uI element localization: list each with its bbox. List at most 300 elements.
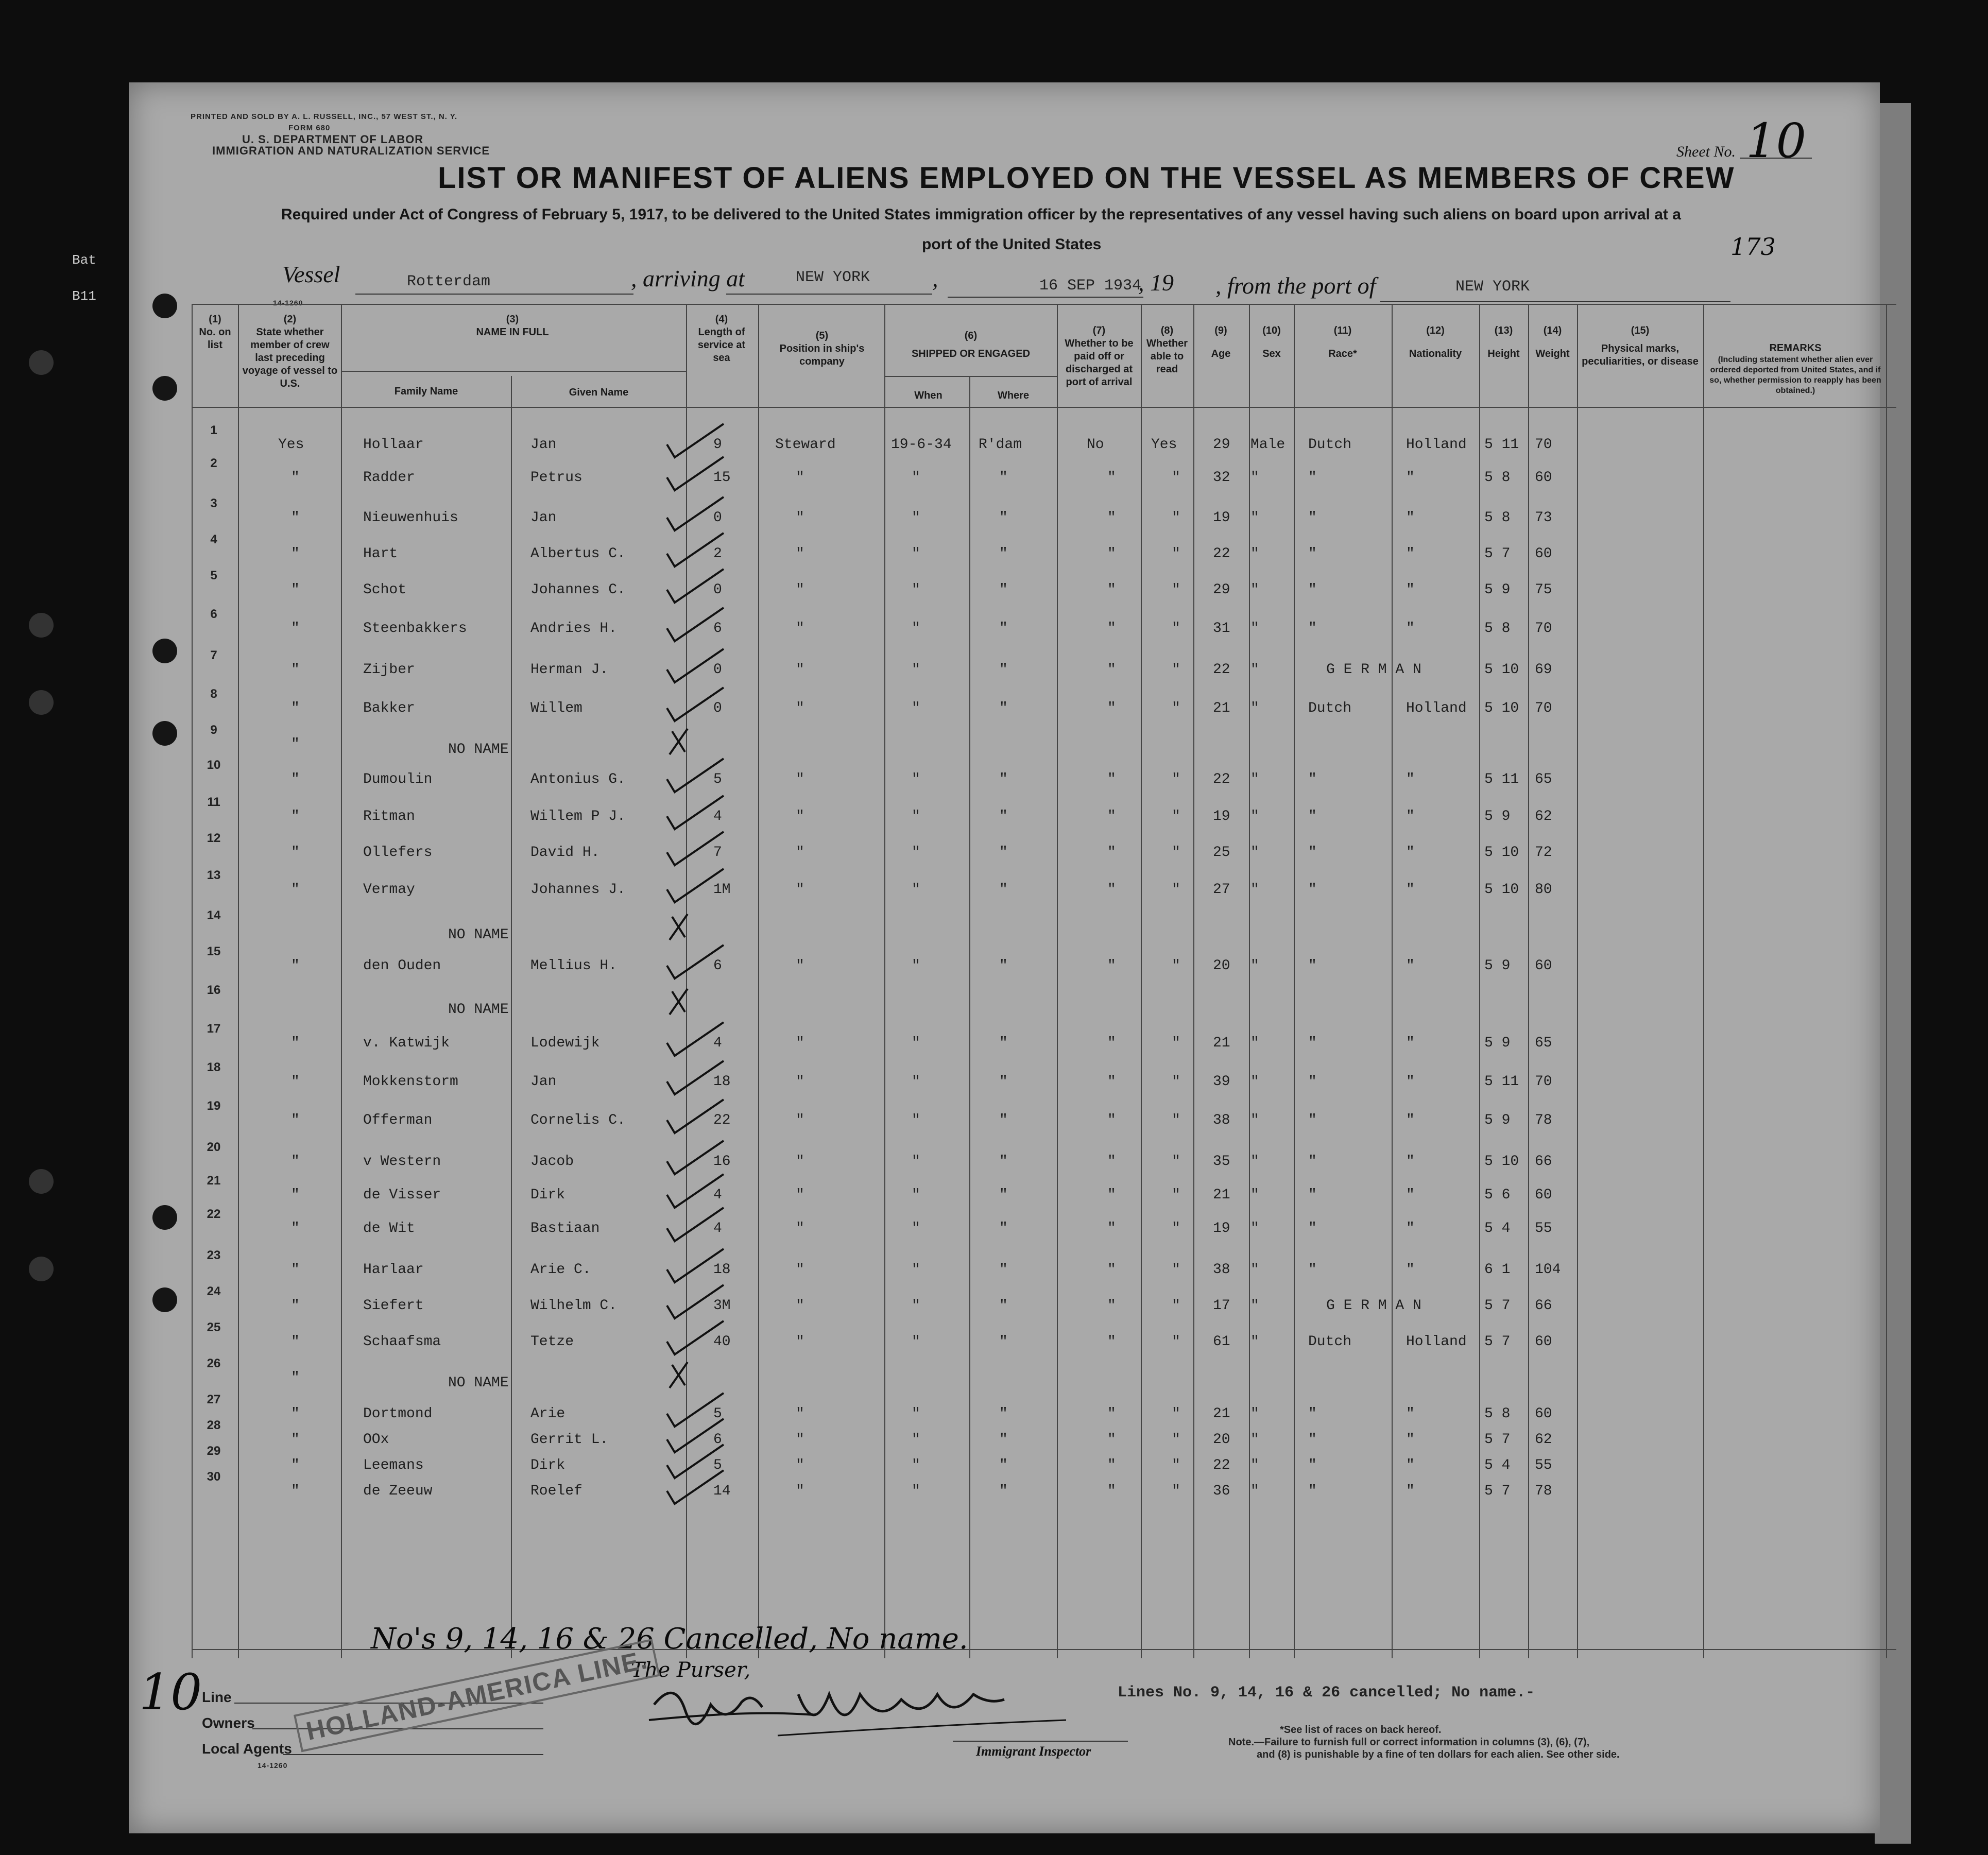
cell-race: G E R M A N [1326, 1298, 1421, 1314]
cell-height: 5 7 [1484, 1334, 1511, 1350]
cell-weight: 66 [1535, 1154, 1552, 1170]
cell-family: Leemans [363, 1457, 424, 1473]
cell-paid: " [1107, 621, 1116, 637]
cell-nationality: " [1406, 958, 1415, 974]
cell-family: v. Katwijk [363, 1035, 450, 1051]
cell-given: Dirk [530, 1457, 565, 1473]
arriving-port: NEW YORK [796, 269, 870, 286]
cell-position: " [796, 771, 804, 787]
vessel-label: Vessel [282, 261, 340, 287]
cell-service: 3M [713, 1298, 731, 1314]
arriving-fill-line [726, 294, 932, 295]
cell-weight: 70 [1535, 700, 1552, 716]
cell-height: 5 7 [1484, 546, 1511, 562]
cell-prev: " [291, 1035, 300, 1051]
department: U. S. DEPARTMENT OF LABOR [242, 133, 424, 146]
cell-no: 26 [207, 1356, 221, 1370]
cell-sex: " [1250, 771, 1259, 787]
cell-height: 5 11 [1484, 1074, 1519, 1090]
cell-race: " [1308, 1221, 1317, 1236]
cell-where: " [999, 1154, 1008, 1170]
cell-height: 5 10 [1484, 662, 1519, 678]
cell-race: " [1308, 1457, 1317, 1473]
cell-family: Dortmond [363, 1406, 433, 1422]
cell-age: 61 [1213, 1334, 1230, 1350]
cell-read: " [1172, 662, 1180, 678]
cell-nationality: Holland [1406, 1334, 1467, 1350]
cell-position: " [796, 882, 804, 898]
cell-height: 5 9 [1484, 958, 1511, 974]
check-mark-icon [662, 1468, 755, 1514]
cell-given: Wilhelm C. [530, 1298, 618, 1314]
cell-age: 22 [1213, 546, 1230, 562]
cell-weight: 75 [1535, 582, 1552, 598]
cell-paid: " [1107, 845, 1116, 861]
cell-age: 20 [1213, 958, 1230, 974]
cell-weight: 60 [1535, 546, 1552, 562]
cell-service: 4 [713, 1221, 722, 1236]
cell-where: " [999, 510, 1008, 526]
year-label: , 19 [1138, 269, 1174, 296]
cell-given: Lodewijk [530, 1035, 600, 1051]
cell-read: " [1172, 1035, 1180, 1051]
cell-family: NO NAME [448, 1002, 509, 1018]
cell-age: 27 [1213, 882, 1230, 898]
inspector-label: Immigrant Inspector [976, 1744, 1091, 1759]
cell-height: 5 9 [1484, 809, 1511, 825]
cell-age: 19 [1213, 809, 1230, 825]
cell-race: " [1308, 1154, 1317, 1170]
cell-family: Harlaar [363, 1262, 424, 1278]
cell-where: " [999, 700, 1008, 716]
cell-when: " [912, 845, 920, 861]
agents-fill-line [283, 1754, 543, 1755]
cell-position: " [796, 621, 804, 637]
cell-nationality: " [1406, 1035, 1415, 1051]
cell-read: " [1172, 510, 1180, 526]
cell-race: " [1308, 845, 1317, 861]
cell-sex: " [1250, 1457, 1259, 1473]
cell-sex: " [1250, 510, 1259, 526]
cell-given: Jacob [530, 1154, 574, 1170]
cell-read: " [1172, 546, 1180, 562]
cell-race: " [1308, 1074, 1317, 1090]
punch-hole-icon [29, 613, 54, 638]
cell-weight: 72 [1535, 845, 1552, 861]
cell-weight: 70 [1535, 437, 1552, 453]
cell-race: " [1308, 582, 1317, 598]
col-15-header: (15) Physical marks, peculiarities, or disease [1582, 325, 1699, 367]
cell-no: 15 [207, 944, 221, 958]
check-mark-icon [662, 605, 755, 651]
sheet-number: 10 [1746, 113, 1807, 168]
cell-read: " [1172, 582, 1180, 598]
cell-sex: " [1250, 1334, 1259, 1350]
cell-given: Albertus C. [530, 546, 626, 562]
cell-no: 18 [207, 1060, 221, 1074]
cell-prev: " [291, 771, 300, 787]
punch-hole-icon [152, 1287, 177, 1312]
cell-given: Arie [530, 1406, 565, 1422]
cell-where: R'dam [979, 437, 1022, 453]
cell-weight: 66 [1535, 1298, 1552, 1314]
cell-race: " [1308, 1406, 1317, 1422]
cell-no: 19 [207, 1099, 221, 1113]
cell-given: Willem P J. [530, 809, 626, 825]
company-stamp: HOLLAND-AMERICA LINE. [294, 1639, 660, 1752]
cell-prev: " [291, 1262, 300, 1278]
cell-when: " [912, 510, 920, 526]
cell-prev: " [291, 845, 300, 861]
cell-no: 23 [207, 1248, 221, 1262]
cell-family: Dumoulin [363, 771, 433, 787]
cell-no: 20 [207, 1140, 221, 1154]
cell-sex: " [1250, 1221, 1259, 1236]
cell-when: " [912, 662, 920, 678]
cell-service: 22 [713, 1112, 731, 1128]
cell-given: Bastiaan [530, 1221, 600, 1236]
cell-age: 21 [1213, 1406, 1230, 1422]
cell-given: Johannes C. [530, 582, 626, 598]
cell-age: 22 [1213, 662, 1230, 678]
cell-weight: 80 [1535, 882, 1552, 898]
check-mark-icon [662, 866, 755, 913]
cell-service: 14 [713, 1483, 731, 1499]
cell-weight: 65 [1535, 771, 1552, 787]
cell-nationality: " [1406, 1187, 1415, 1203]
cell-sex: Male [1250, 437, 1286, 453]
fine-note-1: Note.—Failure to furnish full or correct information in columns (3), (6), (7), [1228, 1737, 1590, 1748]
cell-paid: " [1107, 1457, 1116, 1473]
cell-family: NO NAME [448, 927, 509, 943]
service: IMMIGRATION AND NATURALIZATION SERVICE [212, 144, 490, 157]
remarks-header: REMARKS (Including statement whether alien ever ordered deported from United States, and if so, whether permission to reapply has been obtained.) [1709, 342, 1881, 395]
col-9-header: (9) Age [1211, 325, 1231, 359]
when-header: When [914, 390, 942, 401]
cell-paid: " [1107, 1483, 1116, 1499]
cell-service: 2 [713, 546, 722, 562]
cell-read: " [1172, 700, 1180, 716]
cell-nationality: " [1406, 546, 1415, 562]
cell-paid: No [1087, 437, 1104, 453]
cell-position: " [796, 1035, 804, 1051]
cell-nationality: " [1406, 510, 1415, 526]
cell-when: " [912, 1432, 920, 1448]
cell-where: " [999, 1406, 1008, 1422]
cell-read: " [1172, 1432, 1180, 1448]
cell-prev: " [291, 582, 300, 598]
col-6-header: (6) SHIPPED OR ENGAGED [911, 330, 1031, 359]
cell-height: 5 8 [1484, 470, 1511, 486]
cell-read: " [1172, 1298, 1180, 1314]
cell-service: 0 [713, 700, 722, 716]
cell-age: 36 [1213, 1483, 1230, 1499]
cell-where: " [999, 1074, 1008, 1090]
cell-prev: " [291, 958, 300, 974]
cell-given: Jan [530, 437, 557, 453]
cell-given: Herman J. [530, 662, 609, 678]
cell-read: " [1172, 1406, 1180, 1422]
cell-no: 14 [207, 908, 221, 922]
cell-position: " [796, 958, 804, 974]
cell-sex: " [1250, 470, 1259, 486]
cell-no: 6 [210, 607, 217, 621]
cell-service: 40 [713, 1334, 731, 1350]
cell-race: " [1308, 621, 1317, 637]
cell-age: 35 [1213, 1154, 1230, 1170]
col-1-header: (1) No. on list [199, 314, 231, 351]
col-12-header: (12) Nationality [1409, 325, 1462, 359]
cell-position: " [796, 1221, 804, 1236]
cell-prev: " [291, 1154, 300, 1170]
cell-nationality: Holland [1406, 437, 1467, 453]
cell-given: Dirk [530, 1187, 565, 1203]
cell-nationality: " [1406, 1112, 1415, 1128]
cell-read: " [1172, 470, 1180, 486]
family-name-header: Family Name [394, 386, 458, 397]
cell-when: " [912, 1298, 920, 1314]
cell-when: 19-6-34 [891, 437, 952, 453]
cell-age: 21 [1213, 1187, 1230, 1203]
cell-family: Schaafsma [363, 1334, 441, 1350]
cell-when: " [912, 882, 920, 898]
cell-paid: " [1107, 700, 1116, 716]
cell-age: 25 [1213, 845, 1230, 861]
col-10-header: (10) Sex [1262, 325, 1281, 359]
cell-paid: " [1107, 582, 1116, 598]
cell-weight: 78 [1535, 1483, 1552, 1499]
cell-no: 22 [207, 1207, 221, 1221]
cell-no: 24 [207, 1284, 221, 1298]
cell-position: " [796, 1334, 804, 1350]
col-4-header: (4) Length of service at sea [697, 314, 746, 364]
cell-when: " [912, 1112, 920, 1128]
cell-nationality: " [1406, 1406, 1415, 1422]
cell-position: " [796, 1154, 804, 1170]
purser-note: The Purser, [631, 1658, 751, 1682]
cell-given: David H. [530, 845, 600, 861]
cell-race: " [1308, 510, 1317, 526]
cell-family: Steenbakkers [363, 621, 467, 637]
cell-height: 5 11 [1484, 771, 1519, 787]
cell-race: Dutch [1308, 700, 1352, 716]
cell-service: 7 [713, 845, 722, 861]
cell-service: 18 [713, 1074, 731, 1090]
cell-position: " [796, 1432, 804, 1448]
cell-service: 4 [713, 809, 722, 825]
cell-family: Bakker [363, 700, 415, 716]
cell-no: 11 [207, 795, 220, 809]
cell-weight: 55 [1535, 1221, 1552, 1236]
date-fill-line [948, 297, 1143, 298]
cell-nationality: " [1406, 1262, 1415, 1278]
cell-race: G E R M A N [1326, 662, 1421, 678]
col-14-header: (14) Weight [1535, 325, 1570, 359]
cell-no: 27 [207, 1393, 221, 1406]
cell-read: " [1172, 1154, 1180, 1170]
cell-position: " [796, 809, 804, 825]
cell-weight: 73 [1535, 510, 1552, 526]
cell-sex: " [1250, 1432, 1259, 1448]
cell-weight: 62 [1535, 809, 1552, 825]
cell-family: Vermay [363, 882, 415, 898]
cell-when: " [912, 958, 920, 974]
cell-when: " [912, 1334, 920, 1350]
cell-height: 5 4 [1484, 1457, 1511, 1473]
cell-where: " [999, 582, 1008, 598]
punch-hole-icon [152, 294, 177, 318]
cell-height: 5 9 [1484, 1035, 1511, 1051]
stamp-number: 173 [1730, 233, 1776, 261]
cell-service: 6 [713, 958, 722, 974]
cell-service: 18 [713, 1262, 731, 1278]
cancellation-note: No's 9, 14, 16 & 26 Cancelled, No name. [371, 1622, 968, 1656]
cell-service: 0 [713, 662, 722, 678]
cell-read: " [1172, 845, 1180, 861]
cell-no: 9 [210, 723, 217, 737]
cell-sex: " [1250, 1406, 1259, 1422]
cell-where: " [999, 1221, 1008, 1236]
cell-weight: 70 [1535, 1074, 1552, 1090]
cell-nationality: " [1406, 1074, 1415, 1090]
cell-prev: Yes [278, 437, 304, 453]
side-mark: Bat [72, 252, 96, 268]
cell-height: 5 4 [1484, 1221, 1511, 1236]
cell-nationality: " [1406, 582, 1415, 598]
cell-weight: 55 [1535, 1457, 1552, 1473]
cell-where: " [999, 1483, 1008, 1499]
check-mark-icon [662, 1097, 755, 1143]
cell-position: " [796, 582, 804, 598]
cell-sex: " [1250, 662, 1259, 678]
cell-position: " [796, 700, 804, 716]
cell-where: " [999, 1298, 1008, 1314]
cell-prev: " [291, 546, 300, 562]
cell-no: 4 [210, 533, 217, 546]
agents-label: Local Agents [202, 1741, 292, 1757]
punch-hole-icon [152, 639, 177, 663]
cell-race: Dutch [1308, 1334, 1352, 1350]
cell-nationality: " [1406, 1457, 1415, 1473]
col-3-header: (3) NAME IN FULL [476, 314, 549, 338]
cell-sex: " [1250, 1112, 1259, 1128]
cell-service: 15 [713, 470, 731, 486]
cell-prev: " [291, 1334, 300, 1350]
cell-height: 5 7 [1484, 1298, 1511, 1314]
cell-family: Ollefers [363, 845, 433, 861]
cell-prev: " [291, 1074, 300, 1090]
cell-when: " [912, 809, 920, 825]
side-mark: B11 [72, 288, 96, 304]
cell-family: de Wit [363, 1221, 415, 1236]
cell-where: " [999, 771, 1008, 787]
cell-where: " [999, 470, 1008, 486]
cell-paid: " [1107, 1074, 1116, 1090]
cell-sex: " [1250, 1074, 1259, 1090]
cell-no: 16 [207, 983, 221, 997]
cell-when: " [912, 1154, 920, 1170]
cell-race: " [1308, 1035, 1317, 1051]
cell-prev: " [291, 1483, 300, 1499]
cell-sex: " [1250, 1187, 1259, 1203]
cell-no: 8 [210, 687, 217, 701]
cell-prev: " [291, 1221, 300, 1236]
cell-no: 29 [207, 1444, 221, 1458]
cell-no: 3 [210, 496, 217, 510]
cell-paid: " [1107, 958, 1116, 974]
col-11-header: (11) Race* [1328, 325, 1357, 359]
cell-when: " [912, 1406, 920, 1422]
cell-paid: " [1107, 1406, 1116, 1422]
cell-age: 21 [1213, 1035, 1230, 1051]
cell-age: 29 [1213, 437, 1230, 453]
cell-height: 5 10 [1484, 1154, 1519, 1170]
cell-no: 28 [207, 1418, 221, 1432]
footer-form-code: 14-1260 [258, 1761, 288, 1770]
cell-nationality: " [1406, 809, 1415, 825]
cell-age: 38 [1213, 1112, 1230, 1128]
check-mark-icon [662, 1205, 755, 1251]
cell-where: " [999, 1432, 1008, 1448]
cell-race: " [1308, 882, 1317, 898]
cell-no: 7 [210, 648, 217, 662]
cell-sex: " [1250, 845, 1259, 861]
cell-where: " [999, 1035, 1008, 1051]
cell-where: " [999, 882, 1008, 898]
punch-hole-icon [29, 690, 54, 715]
cell-service: 16 [713, 1154, 731, 1170]
cell-weight: 70 [1535, 621, 1552, 637]
cell-family: Radder [363, 470, 415, 486]
cell-age: 19 [1213, 1221, 1230, 1236]
where-header: Where [997, 390, 1030, 401]
cell-family: Ritman [363, 809, 415, 825]
cell-race: " [1308, 470, 1317, 486]
cell-given: Gerrit L. [530, 1432, 609, 1448]
cell-height: 5 8 [1484, 621, 1511, 637]
cell-where: " [999, 1187, 1008, 1203]
cell-position: " [796, 1483, 804, 1499]
cell-race: " [1308, 1483, 1317, 1499]
cell-where: " [999, 1457, 1008, 1473]
cell-nationality: " [1406, 621, 1415, 637]
cell-paid: " [1107, 1432, 1116, 1448]
cell-when: " [912, 1221, 920, 1236]
cell-given: Andries H. [530, 621, 618, 637]
cell-position: " [796, 1112, 804, 1128]
cell-given: Mellius H. [530, 958, 618, 974]
cell-weight: 60 [1535, 958, 1552, 974]
cell-no: 10 [207, 758, 221, 772]
cell-weight: 60 [1535, 470, 1552, 486]
cell-position: " [796, 1406, 804, 1422]
cell-service: 5 [713, 1406, 722, 1422]
cell-paid: " [1107, 1221, 1116, 1236]
punch-hole-icon [152, 721, 177, 746]
cell-no: 2 [210, 456, 217, 470]
cell-no: 12 [207, 831, 221, 845]
cell-given: Johannes J. [530, 882, 626, 898]
cell-race: " [1308, 1262, 1317, 1278]
cell-prev: " [291, 1406, 300, 1422]
cell-read: " [1172, 1483, 1180, 1499]
arriving-label: , arriving at [631, 265, 745, 291]
cell-no: 30 [207, 1470, 221, 1484]
cell-prev: " [291, 470, 300, 486]
cell-service: 9 [713, 437, 722, 453]
cell-nationality: " [1406, 771, 1415, 787]
cell-position: " [796, 470, 804, 486]
